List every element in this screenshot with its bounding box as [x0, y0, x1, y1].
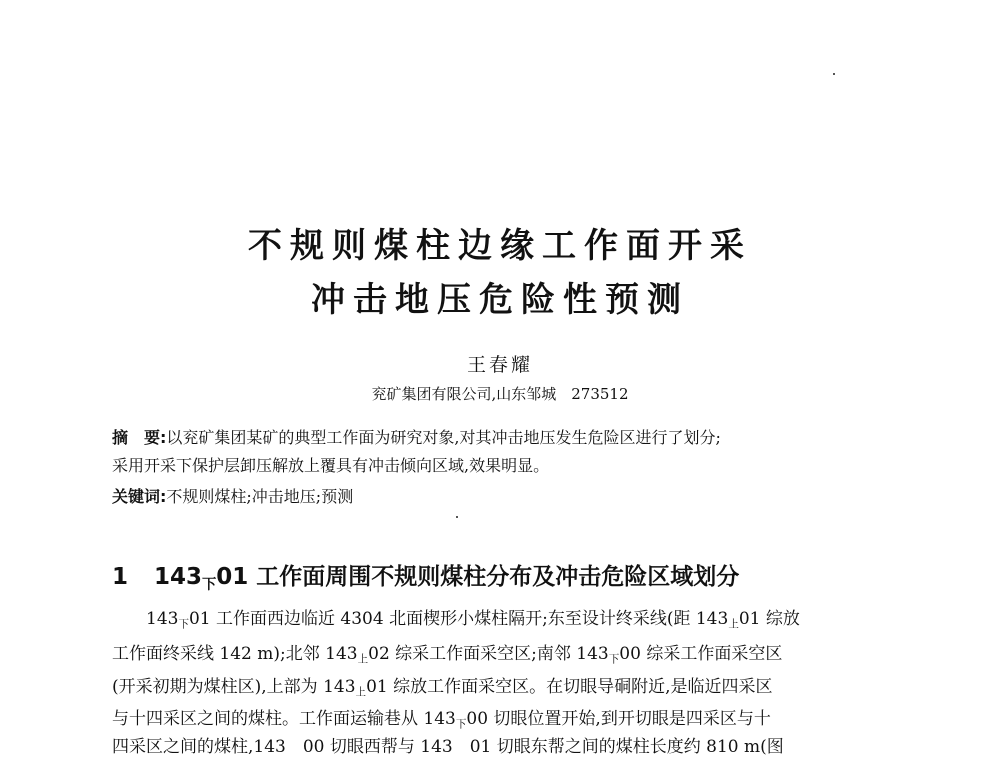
- section-subscript: 下: [202, 576, 217, 593]
- body-text: 00 综采工作面采空区: [619, 644, 783, 664]
- abstract-label: 摘 要:: [112, 428, 167, 447]
- keywords-text: 不规则煤柱;冲击地压;预测: [166, 487, 354, 506]
- keywords: [112, 484, 353, 507]
- author-affiliation: 兖矿集团有限公司,山东邹城 273512: [371, 385, 629, 403]
- scan-speck: [456, 516, 458, 518]
- body-text: 143: [146, 609, 179, 629]
- body-subscript: 下: [455, 718, 467, 731]
- body-line-1: [112, 607, 896, 631]
- keywords-label: 关键词:: [112, 487, 167, 506]
- body-line-5-cut: 四采区之间的煤柱,143 00 切眼西帮与 143 01 切眼东帮之间的煤柱长度约 810 m(图: [112, 737, 784, 757]
- paper-title-line-2: 冲击地压危险性预测: [311, 280, 689, 320]
- body-text: (开采初期为煤柱区),上部为 143: [112, 677, 356, 697]
- body-text: 00 切眼位置开始,到开切眼是四采区与十: [466, 709, 771, 729]
- body-line-3: [112, 675, 896, 699]
- body-text: 01 综放: [738, 609, 800, 629]
- body-text: 与十四采区之间的煤柱。工作面运输巷从 143: [112, 709, 456, 729]
- abstract-text-1: 以兖矿集团某矿的典型工作面为研究对象,对其冲击地压发生危险区进行了划分;: [166, 428, 721, 447]
- abstract-line-1: [112, 424, 892, 451]
- abstract-line-2: 采用开采下保护层卸压解放上覆具有冲击倾向区域,效果明显。: [112, 456, 550, 475]
- author-name: 王春耀: [466, 354, 533, 376]
- section-prefix: 143: [154, 564, 203, 590]
- body-subscript: 上: [357, 653, 369, 666]
- section-title: 01 工作面周围不规则煤柱分布及冲击危险区域划分: [216, 564, 740, 590]
- body-subscript: 下: [608, 653, 620, 666]
- body-subscript: 上: [728, 618, 739, 631]
- section-heading: [112, 558, 739, 591]
- body-text: 工作面终采线 142 m);北邻 143: [112, 644, 358, 664]
- body-line-4: [112, 707, 896, 731]
- scan-speck: [833, 73, 835, 75]
- section-number: 1: [112, 564, 129, 590]
- paper-title-line-1: 不规则煤柱边缘工作面开采: [248, 226, 752, 266]
- body-line-2: [112, 642, 896, 666]
- body-subscript: 上: [355, 686, 367, 699]
- body-text: 02 综采工作面采空区;南邻 143: [368, 644, 609, 664]
- body-subscript: 下: [178, 618, 189, 631]
- body-text: 01 工作面西边临近 4304 北面楔形小煤柱隔开;东至设计终采线(距 143: [188, 609, 729, 629]
- body-text: 01 综放工作面采空区。在切眼导硐附近,是临近四采区: [366, 677, 773, 697]
